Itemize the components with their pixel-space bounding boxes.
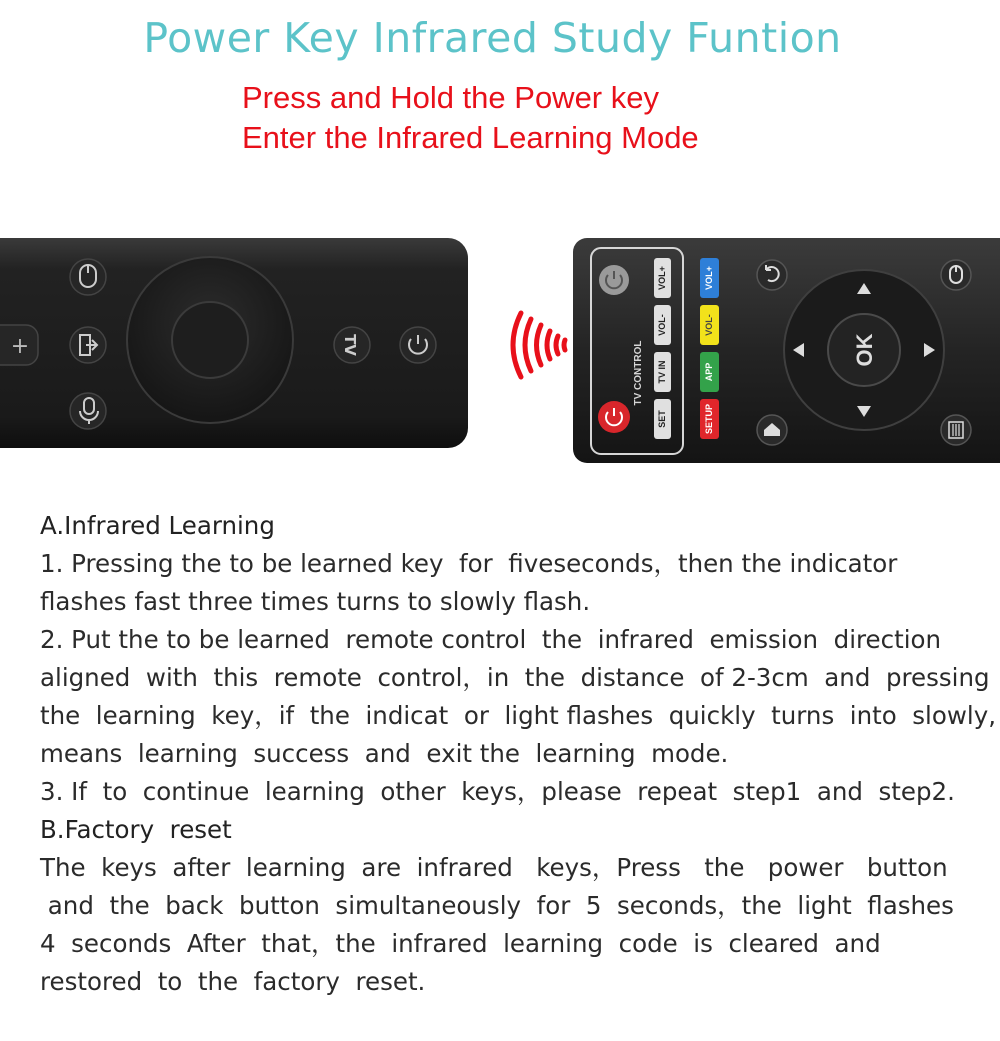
- instruction-line: restored to the factory reset.: [40, 967, 426, 996]
- instruction-line: the learning key，if the indicat or light flashes quickly turns into slowly,: [40, 701, 996, 730]
- svg-text:+: +: [10, 334, 30, 359]
- home-icon: [757, 415, 787, 445]
- key-vol-minus: VOL-: [704, 314, 714, 336]
- tv-icon: [334, 327, 370, 363]
- instruction-line: 2. Put the to be learned remote control the infrared emission direction: [40, 625, 942, 654]
- section-b-heading: B.Factory reset: [40, 815, 232, 844]
- instruction-line: 4 seconds After that，the infrared learning code is cleared and: [40, 929, 881, 958]
- instruction-line: The keys after learning are infrared keys，Press the power button: [40, 853, 948, 882]
- key-setup: SETUP: [704, 403, 714, 435]
- input-source-icon: [70, 327, 106, 363]
- panel-label: TV CONTROL: [633, 340, 644, 406]
- svg-text:TV: TV: [341, 334, 359, 356]
- page-title: Power Key Infrared Study Funtion: [143, 14, 842, 62]
- key-set: SET: [657, 410, 667, 428]
- instruction-line: 1. Pressing the to be learned key for fiveseconds，then the indicator: [40, 549, 898, 578]
- infrared-signal-icon: [513, 313, 565, 377]
- key-vol-plus: VOL+: [704, 266, 714, 290]
- grey-power-icon: [599, 265, 629, 295]
- left-remote: [0, 238, 468, 448]
- mouse-icon: [70, 259, 106, 295]
- key-tv-in: TV IN: [657, 360, 667, 384]
- instruction-line: and the back button simultaneously for 5 seconds，the light flashes: [40, 891, 954, 920]
- right-remote: [573, 238, 1000, 463]
- subtitle-line-1: Press and Hold the Power key: [242, 80, 659, 115]
- product-image: [0, 225, 1000, 475]
- key-vol-minus-tv: VOL-: [657, 314, 667, 336]
- instruction-line: 3. If to continue learning other keys，please repeat step1 and step2.: [40, 777, 955, 806]
- red-power-icon: [598, 401, 630, 433]
- key-vol-plus-tv: VOL+: [657, 266, 667, 290]
- key-app: APP: [704, 362, 714, 382]
- back-icon: [757, 260, 787, 290]
- menu-icon: [941, 415, 971, 445]
- instructions: [40, 507, 996, 1001]
- plus-icon: [0, 325, 38, 365]
- instruction-line: aligned with this remote control，in the distance of 2-3cm and pressing: [40, 663, 990, 692]
- mouse-icon-right: [941, 260, 971, 290]
- microphone-icon: [70, 393, 106, 429]
- instruction-line: means learning success and exit the learning mode.: [40, 739, 729, 768]
- power-icon: [400, 327, 436, 363]
- section-a-heading: A.Infrared Learning: [40, 511, 275, 540]
- instruction-line: flashes fast three times turns to slowly flash.: [40, 587, 591, 616]
- ok-label: OK: [852, 333, 877, 367]
- dpad: [784, 270, 944, 430]
- subtitle-line-2: Enter the Infrared Learning Mode: [242, 120, 699, 155]
